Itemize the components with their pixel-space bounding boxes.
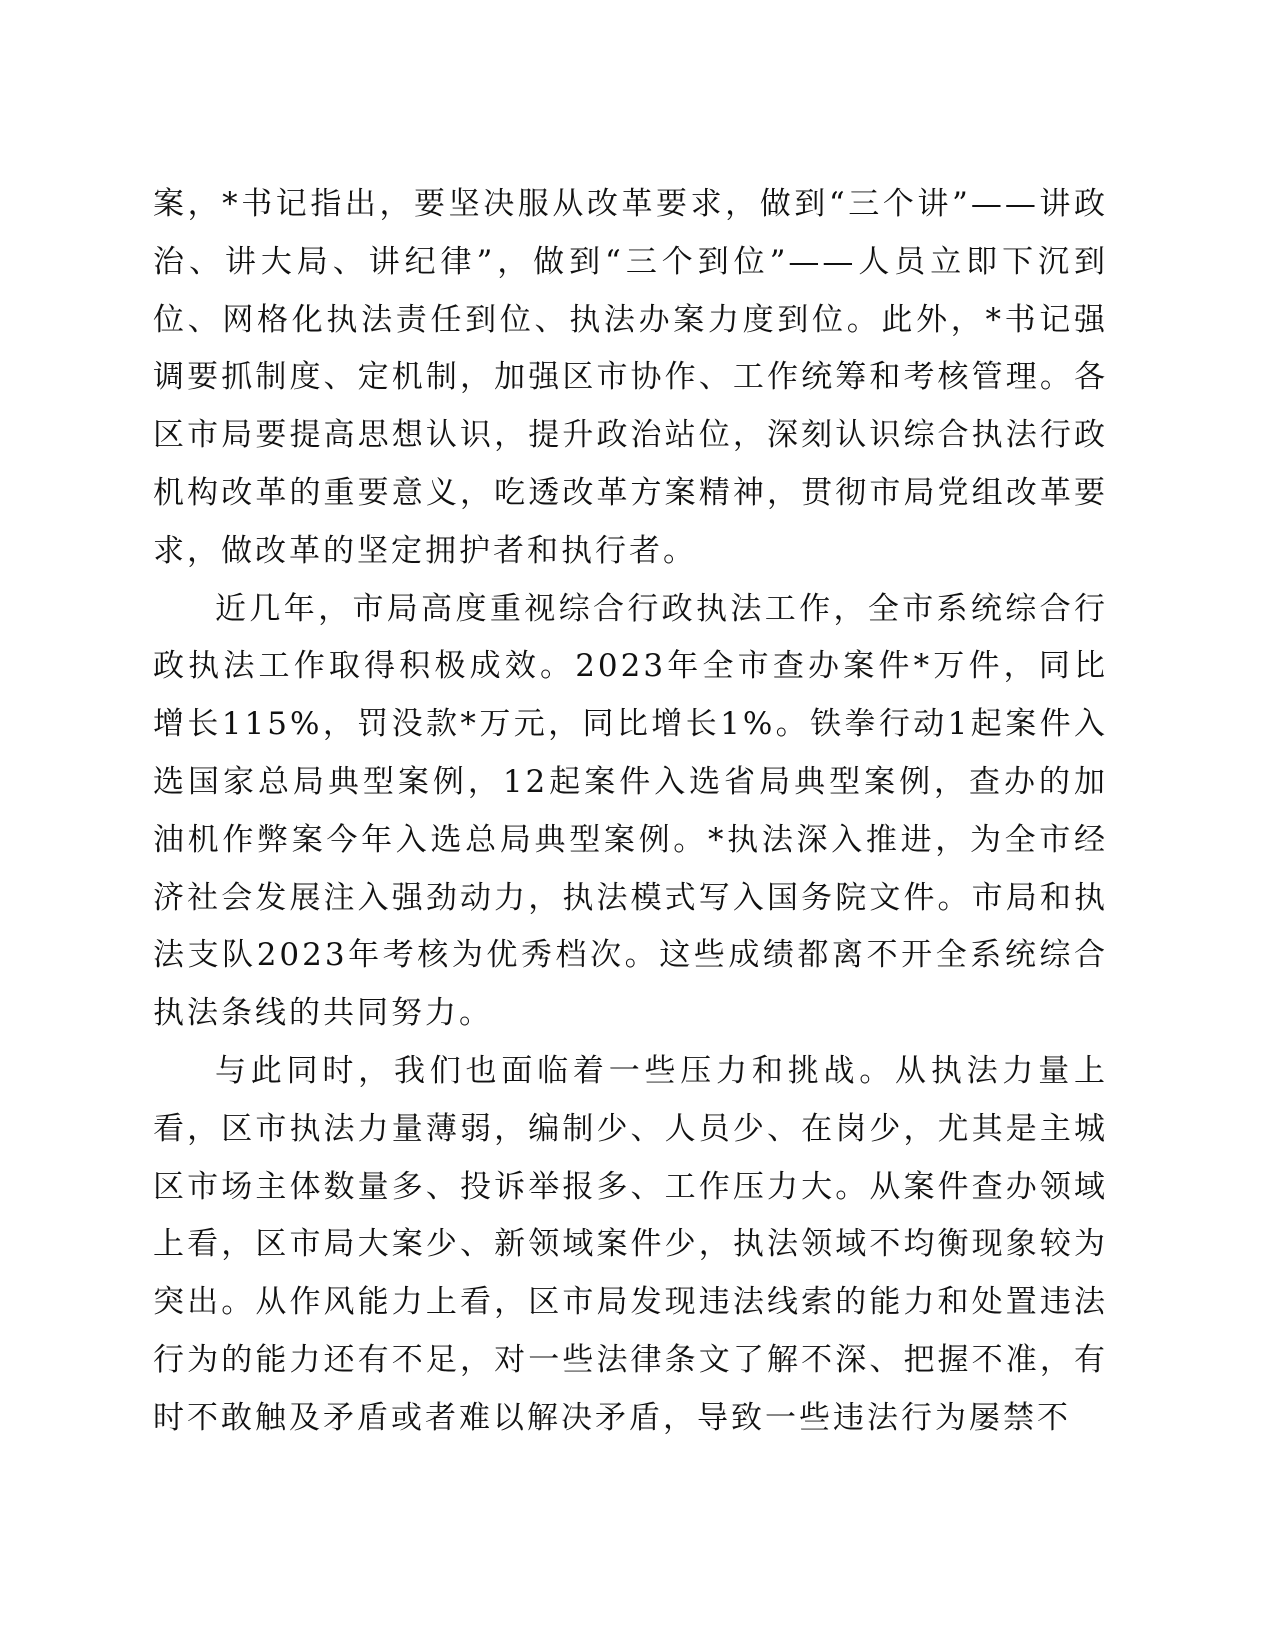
paragraph-reform-requirements: 案，*书记指出，要坚决服从改革要求，做到“三个讲”——讲政治、讲大局、讲纪律”，做到“三个到位”——人员立即下沉到位、网格化执法责任到位、执法办案力度到位。此外，*书记强调要抓制度、定机制，加强区市协作、工作统筹和考核管理。各区市局要提高思想认识，提升政治站位，深刻认识综合执法行政机构改革的重要意义，吃透改革方案精神，贯彻市局党组改革要求，做改革的坚定拥护者和执行者。 — [153, 186, 1108, 569]
paragraph-pressures-challenges: 与此同时，我们也面临着一些压力和挑战。从执法力量上看，区市执法力量薄弱，编制少、人员少、在岗少，尤其是主城区市场主体数量多、投诉举报多、工作压力大。从案件查办领域上看，区市局大案少、新领域案件少，执法领域不均衡现象较为突出。从作风能力上看，区市局发现违法线索的能力和处置违法行为的能力还有不足，对一些法律条文了解不深、把握不准，有时不敢触及矛盾或者难以解决矛盾，导致一些违法行为屡禁不 — [153, 1052, 1108, 1436]
paragraph-enforcement-achievements: 近几年，市局高度重视综合行政执法工作，全市系统综合行政执法工作取得积极成效。2023年全市查办案件*万件，同比增长115%，罚没款*万元，同比增长1%。铁拳行动1起案件入选国家总局典型案例，12起案件入选省局典型案例，查办的加油机作弊案今年入选总局典型案例。*执法深入推进，为全市经济社会发展注入强劲动力，执法模式写入国务院文件。市局和执法支队2023年考核为优秀档次。这些成绩都离不开全系统综合执法条线的共同努力。 — [153, 590, 1108, 1032]
document-body — [153, 176, 1108, 1448]
